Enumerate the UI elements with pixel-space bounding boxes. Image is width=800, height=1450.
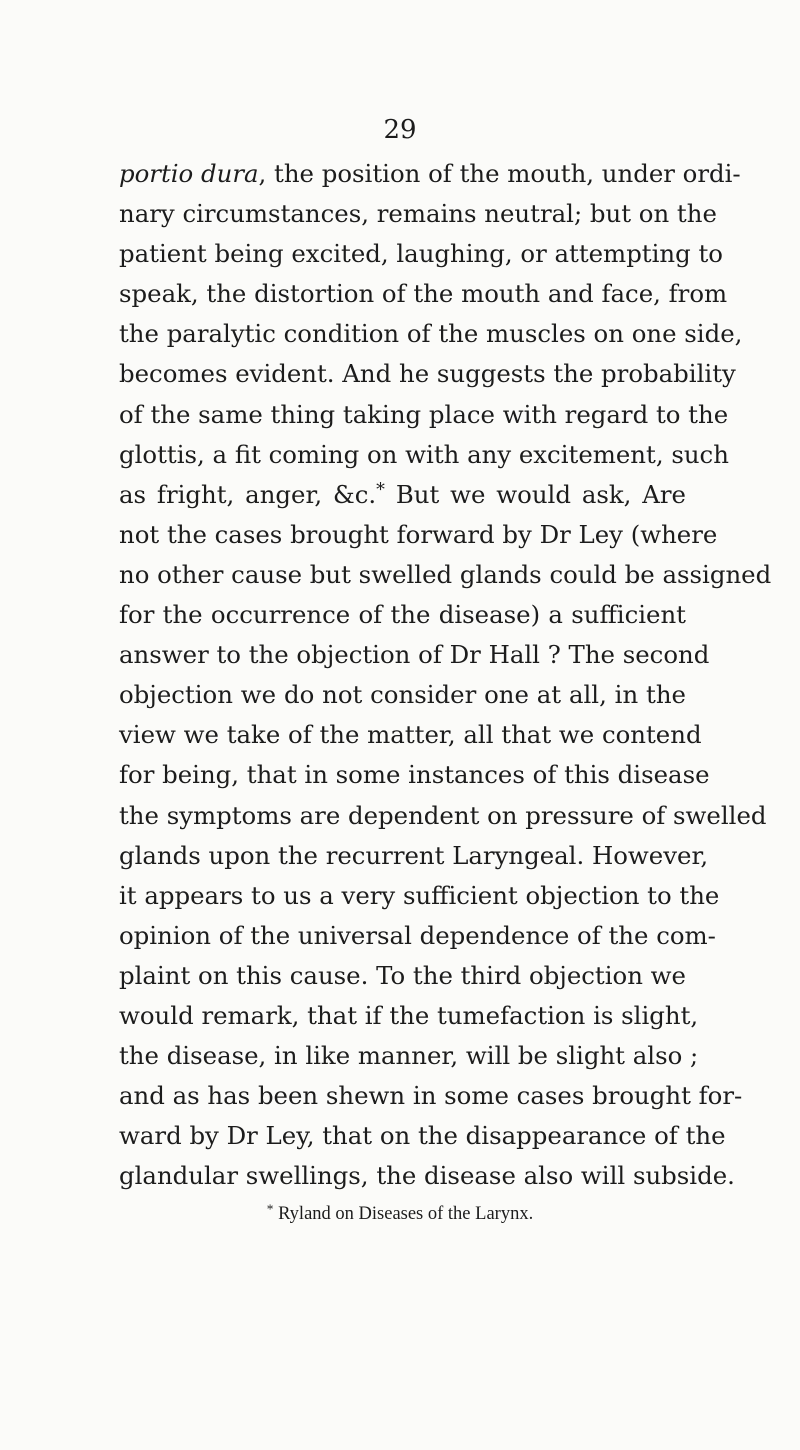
- text-line: [119, 154, 741, 194]
- text-line: the symptoms are dependent on pressure of swelled: [119, 800, 767, 830]
- text-line: opinion of the universal dependence of the com-: [119, 920, 716, 950]
- text-line: [119, 475, 686, 515]
- text-line: no other cause but swelled glands could be assigned: [119, 559, 772, 589]
- text-line: plaint on this cause. To the third objection we: [119, 960, 686, 990]
- text-line: glottis, a fit coming on with any excitement, such: [119, 439, 729, 469]
- text-line: the paralytic condition of the muscles on one side,: [119, 319, 743, 349]
- text-line: of the same thing taking place with regard to the: [119, 399, 729, 429]
- text-line: nary circumstances, remains neutral; but on the: [119, 199, 717, 229]
- text-line: ward by Dr Ley, that on the disappearance of the: [119, 1121, 726, 1151]
- footnote: [0, 1201, 800, 1227]
- text-line: glandular swellings, the disease also will subside.: [119, 1161, 735, 1191]
- italic-phrase: portio dura: [119, 159, 259, 188]
- text-line: and as has been shewn in some cases brought for-: [119, 1081, 743, 1111]
- text-line: becomes evident. And he suggests the probability: [119, 359, 736, 389]
- text-line: answer to the objection of Dr Hall ? The second: [119, 640, 710, 670]
- text-line: for the occurrence of the disease) a sufficient: [119, 600, 686, 630]
- text-line: not the cases brought forward by Dr Ley (where: [119, 519, 718, 549]
- line-text: But we would ask, Are: [384, 479, 686, 509]
- footnote-reference-mark: *: [376, 480, 385, 501]
- page-number: 29: [383, 115, 417, 145]
- text-line: for being, that in some instances of this disease: [119, 760, 710, 790]
- text-line: patient being excited, laughing, or attempting to: [119, 239, 723, 269]
- text-line: objection we do not consider one at all, in the: [119, 680, 686, 710]
- footnote-mark: *: [266, 1201, 274, 1217]
- footnote-text: Ryland on Diseases of the Larynx.: [278, 1204, 534, 1224]
- body-text: [119, 154, 772, 1196]
- text-line: the disease, in like manner, will be slight also ;: [119, 1041, 699, 1071]
- text-line: glands upon the recurrent Laryngeal. However,: [119, 840, 709, 870]
- text-line: it appears to us a very sufficient objection to the: [119, 880, 720, 910]
- line-text: , the position of the mouth, under ordi-: [258, 159, 741, 188]
- text-line: view we take of the matter, all that we contend: [119, 720, 702, 750]
- text-line: speak, the distortion of the mouth and face, from: [119, 279, 728, 309]
- text-line: would remark, that if the tumefaction is slight,: [119, 1000, 699, 1030]
- line-text: as fright, anger, &c.: [119, 479, 377, 509]
